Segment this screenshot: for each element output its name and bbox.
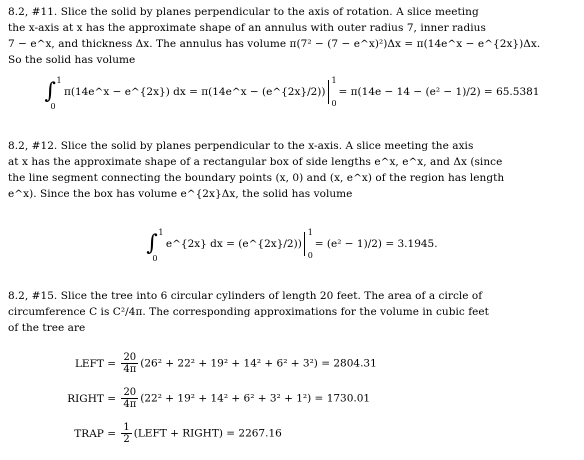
p12-line-2: at x has the approximate shape of a rectangular box of side lengths e^x, e^x, and Δx (since: [8, 156, 503, 168]
p11-integral-equation: [0, 76, 584, 111]
trap-expression: (LEFT + RIGHT) = 2267.16: [133, 427, 282, 440]
problem-12-text: [8, 138, 576, 202]
trap-label: TRAP =: [74, 427, 116, 440]
fraction-denominator: 4π: [123, 399, 137, 410]
eval-upper-limit: 1: [307, 228, 313, 237]
p11-eq-left: π(14e^x − e^{2x}) dx = π(14e^x − (e^{2x}/2)): [63, 86, 326, 98]
p11-line-4: So the solid has volume: [8, 54, 136, 66]
evaluation-bar: [304, 228, 313, 260]
p11-line-1: 8.2, #11. Slice the solid by planes perpendicular to the axis of rotation. A slice meeting: [8, 6, 479, 18]
left-expression: (26² + 22² + 19² + 14² + 6² + 3²) = 2804.31: [140, 357, 377, 370]
left-label: LEFT =: [74, 357, 116, 370]
fraction-denominator: 2: [123, 434, 130, 445]
fraction: [121, 352, 138, 375]
problem-11-text: [8, 4, 576, 68]
p12-integral-equation: [0, 228, 584, 263]
p12-line-4: e^x). Since the box has volume e^{2x}Δx, the solid has volume: [8, 188, 353, 200]
fraction: [121, 422, 131, 445]
integral-lower-limit: 0: [50, 102, 56, 111]
problem-15-text: [8, 288, 576, 336]
p12-eq-left: e^{2x} dx = (e^{2x}/2)): [165, 238, 302, 250]
p15-line-2: circumference C is C²/4π. The corresponding approximations for the volume in cubic feet: [8, 306, 489, 318]
eval-lower-limit: 0: [307, 251, 313, 260]
p11-eq-right: = π(14e − 14 − (e² − 1)/2) = 65.5381: [338, 86, 540, 98]
eval-upper-limit: 1: [331, 76, 337, 85]
integral-sign: ∫ 1 0: [44, 76, 62, 111]
p12-eq-right: = (e² − 1)/2) = 3.1945.: [314, 238, 438, 250]
trap-equation: [20, 422, 282, 445]
eval-lower-limit: 0: [331, 99, 337, 108]
integral-lower-limit: 0: [152, 254, 158, 263]
fraction-numerator: 20: [121, 387, 138, 399]
p12-line-3: the line segment connecting the boundary points (x, 0) and (x, e^x) of the region has length: [8, 172, 505, 184]
right-label: RIGHT =: [67, 392, 116, 405]
fraction: [121, 387, 138, 410]
fraction-numerator: 20: [121, 352, 138, 364]
integral-sign: ∫ 1 0: [146, 228, 164, 263]
integral-upper-limit: 1: [158, 228, 164, 237]
fraction-denominator: 4π: [123, 364, 137, 375]
p12-line-1: 8.2, #12. Slice the solid by planes perpendicular to the x-axis. A slice meeting the axis: [8, 140, 474, 152]
p15-line-1: 8.2, #15. Slice the tree into 6 circular cylinders of length 20 feet. The area of a circle of: [8, 290, 483, 302]
fraction-numerator: 1: [123, 422, 130, 433]
right-sum-equation: [20, 387, 370, 410]
p11-line-2: the x-axis at x has the approximate shape of an annulus with outer radius 7, inner radius: [8, 22, 486, 34]
p15-line-3: of the tree are: [8, 322, 86, 334]
p11-line-3: 7 − e^x, and thickness Δx. The annulus has volume π(7² − (7 − e^x)²)Δx = π(14e^x − e^{2x})Δx.: [8, 38, 541, 50]
integral-upper-limit: 1: [56, 76, 62, 85]
evaluation-bar: [328, 76, 337, 108]
left-sum-equation: [20, 352, 377, 375]
right-expression: (22² + 19² + 14² + 6² + 3² + 1²) = 1730.01: [140, 392, 371, 405]
